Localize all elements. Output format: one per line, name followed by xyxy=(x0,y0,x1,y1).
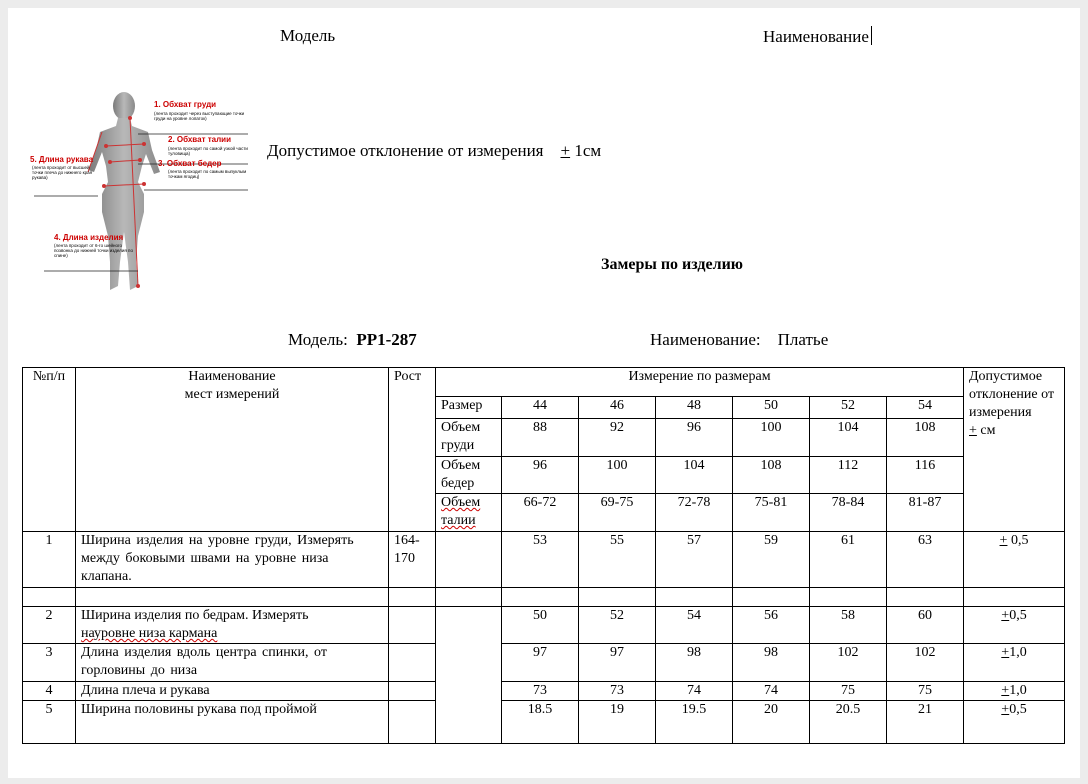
spacer-cell xyxy=(23,588,76,607)
row-tolerance: +1,0 xyxy=(964,682,1065,701)
row-value: 59 xyxy=(733,532,810,588)
spacer-cell xyxy=(502,588,579,607)
row-name: Ширина половины рукава под проймой xyxy=(76,701,389,744)
header-row xyxy=(23,368,1065,397)
row-number: 2 xyxy=(23,607,76,644)
row-value: 52 xyxy=(579,607,656,644)
row-value: 63 xyxy=(887,532,964,588)
row-name: Ширина изделия по бедрам. Измерять науровне низа кармана xyxy=(76,607,389,644)
spacer-cell xyxy=(887,588,964,607)
row-value: 61 xyxy=(810,532,887,588)
row-value: 74 xyxy=(656,682,733,701)
row-value: 56 xyxy=(733,607,810,644)
row-height xyxy=(389,701,436,744)
tolerance-line: Допустимое отклонение от измерения + 1см xyxy=(267,141,602,160)
row-value: 74 xyxy=(733,682,810,701)
header-sizes: Измерение по размерам xyxy=(436,368,964,397)
sleeve-note: (лента проходит от высшей точки плеча до нижнего края рукава) xyxy=(32,165,93,180)
name-label: Наименование xyxy=(763,26,872,47)
chest-label: 1. Обхват груди xyxy=(154,100,217,109)
row-tolerance: +0,5 xyxy=(964,607,1065,644)
chest-label: Объем груди xyxy=(436,419,502,457)
chest-note: (лента проходит через выступающие точки груди на уровне лопаток) xyxy=(154,111,245,121)
length-label: 4. Длина изделия xyxy=(54,233,124,242)
size-cell: 54 xyxy=(887,397,964,419)
row-value: 50 xyxy=(502,607,579,644)
row-value: 20.5 xyxy=(810,701,887,744)
length-note: (лента проходит от 6-го шейного позвонка до нижней точки изделия по спине) xyxy=(54,243,133,258)
spacer-cell xyxy=(579,588,656,607)
hips-cell: 96 xyxy=(502,457,579,494)
model-line: Модель: PP1-287 xyxy=(288,330,417,349)
document-page xyxy=(8,8,1080,778)
size-cell: 46 xyxy=(579,397,656,419)
header-place: Наименование мест измерений xyxy=(76,368,389,532)
chest-cell: 104 xyxy=(810,419,887,457)
waist-cell: 78-84 xyxy=(810,494,887,532)
row-value: 58 xyxy=(810,607,887,644)
row-value: 19.5 xyxy=(656,701,733,744)
header-no: №п/п xyxy=(23,368,76,532)
row-value: 21 xyxy=(887,701,964,744)
hips-cell: 108 xyxy=(733,457,810,494)
waist-cell: 75-81 xyxy=(733,494,810,532)
row-number: 4 xyxy=(23,682,76,701)
waist-label: Объем талии xyxy=(436,494,502,532)
chest-cell: 108 xyxy=(887,419,964,457)
row-empty xyxy=(436,607,502,744)
row-number: 5 xyxy=(23,701,76,744)
table-row xyxy=(23,682,1065,701)
row-tolerance: +0,5 xyxy=(964,701,1065,744)
table-row xyxy=(23,701,1065,744)
size-cell: 44 xyxy=(502,397,579,419)
row-value: 57 xyxy=(656,532,733,588)
table-row xyxy=(23,607,1065,644)
row-tolerance: + 0,5 xyxy=(964,532,1065,588)
row-name: Длина плеча и рукава xyxy=(76,682,389,701)
size-label: Размер xyxy=(436,397,502,419)
hips-cell: 100 xyxy=(579,457,656,494)
hips-cell: 112 xyxy=(810,457,887,494)
size-cell: 50 xyxy=(733,397,810,419)
size-cell: 52 xyxy=(810,397,887,419)
measurement-table xyxy=(22,367,1065,744)
hips-cell: 116 xyxy=(887,457,964,494)
table-row xyxy=(23,644,1065,682)
row-height: 164-170 xyxy=(389,532,436,588)
row-empty xyxy=(436,532,502,588)
row-value: 98 xyxy=(656,644,733,682)
row-name: Длина изделия вдоль центра спинки, от горловины до низа xyxy=(76,644,389,682)
hips-label: 3. Обхват бедер xyxy=(158,159,222,168)
spacer-cell xyxy=(964,588,1065,607)
size-cell: 48 xyxy=(656,397,733,419)
chest-cell: 88 xyxy=(502,419,579,457)
row-number: 3 xyxy=(23,644,76,682)
waist-cell: 69-75 xyxy=(579,494,656,532)
spacer-cell xyxy=(76,588,389,607)
row-value: 54 xyxy=(656,607,733,644)
row-name: Ширина изделия на уровне груди, Измерять между боковыми швами на уровне низа клапана. xyxy=(76,532,389,588)
chest-cell: 100 xyxy=(733,419,810,457)
row-value: 75 xyxy=(887,682,964,701)
row-value: 60 xyxy=(887,607,964,644)
row-height xyxy=(389,682,436,701)
chest-cell: 92 xyxy=(579,419,656,457)
section-title: Замеры по изделию xyxy=(601,256,744,273)
row-value: 102 xyxy=(887,644,964,682)
spacer-cell xyxy=(810,588,887,607)
waist-cell: 66-72 xyxy=(502,494,579,532)
hips-cell: 104 xyxy=(656,457,733,494)
row-value: 73 xyxy=(579,682,656,701)
row-height xyxy=(389,644,436,682)
row-value: 97 xyxy=(579,644,656,682)
hips-note: (лента проходит по самым выпуклым точкам ягодиц) xyxy=(168,169,247,179)
row-number: 1 xyxy=(23,532,76,588)
text-cursor xyxy=(871,26,872,45)
row-value: 97 xyxy=(502,644,579,682)
row-value: 20 xyxy=(733,701,810,744)
waist-label: 2. Обхват талии xyxy=(168,135,231,144)
spacer-row xyxy=(23,588,1065,607)
spacer-cell xyxy=(733,588,810,607)
waist-cell: 81-87 xyxy=(887,494,964,532)
row-value: 98 xyxy=(733,644,810,682)
row-value: 102 xyxy=(810,644,887,682)
header-height: Рост xyxy=(389,368,436,532)
waist-cell: 72-78 xyxy=(656,494,733,532)
spacer-cell xyxy=(389,588,436,607)
sleeve-label: 5. Длина рукава xyxy=(30,155,94,164)
header-tolerance: Допустимое отклонение от измерения + см xyxy=(964,368,1065,532)
waist-note: (лента проходит по самой узкой части туловища) xyxy=(168,146,248,156)
hips-label: Объем бедер xyxy=(436,457,502,494)
table-row xyxy=(23,532,1065,588)
row-height xyxy=(389,607,436,644)
row-value: 75 xyxy=(810,682,887,701)
row-value: 73 xyxy=(502,682,579,701)
chest-cell: 96 xyxy=(656,419,733,457)
name-line: Наименование: Платье xyxy=(650,330,829,349)
spacer-cell xyxy=(436,588,502,607)
row-tolerance: +1,0 xyxy=(964,644,1065,682)
row-value: 19 xyxy=(579,701,656,744)
row-value: 53 xyxy=(502,532,579,588)
model-label: Модель xyxy=(280,26,336,45)
row-value: 55 xyxy=(579,532,656,588)
row-value: 18.5 xyxy=(502,701,579,744)
spacer-cell xyxy=(656,588,733,607)
